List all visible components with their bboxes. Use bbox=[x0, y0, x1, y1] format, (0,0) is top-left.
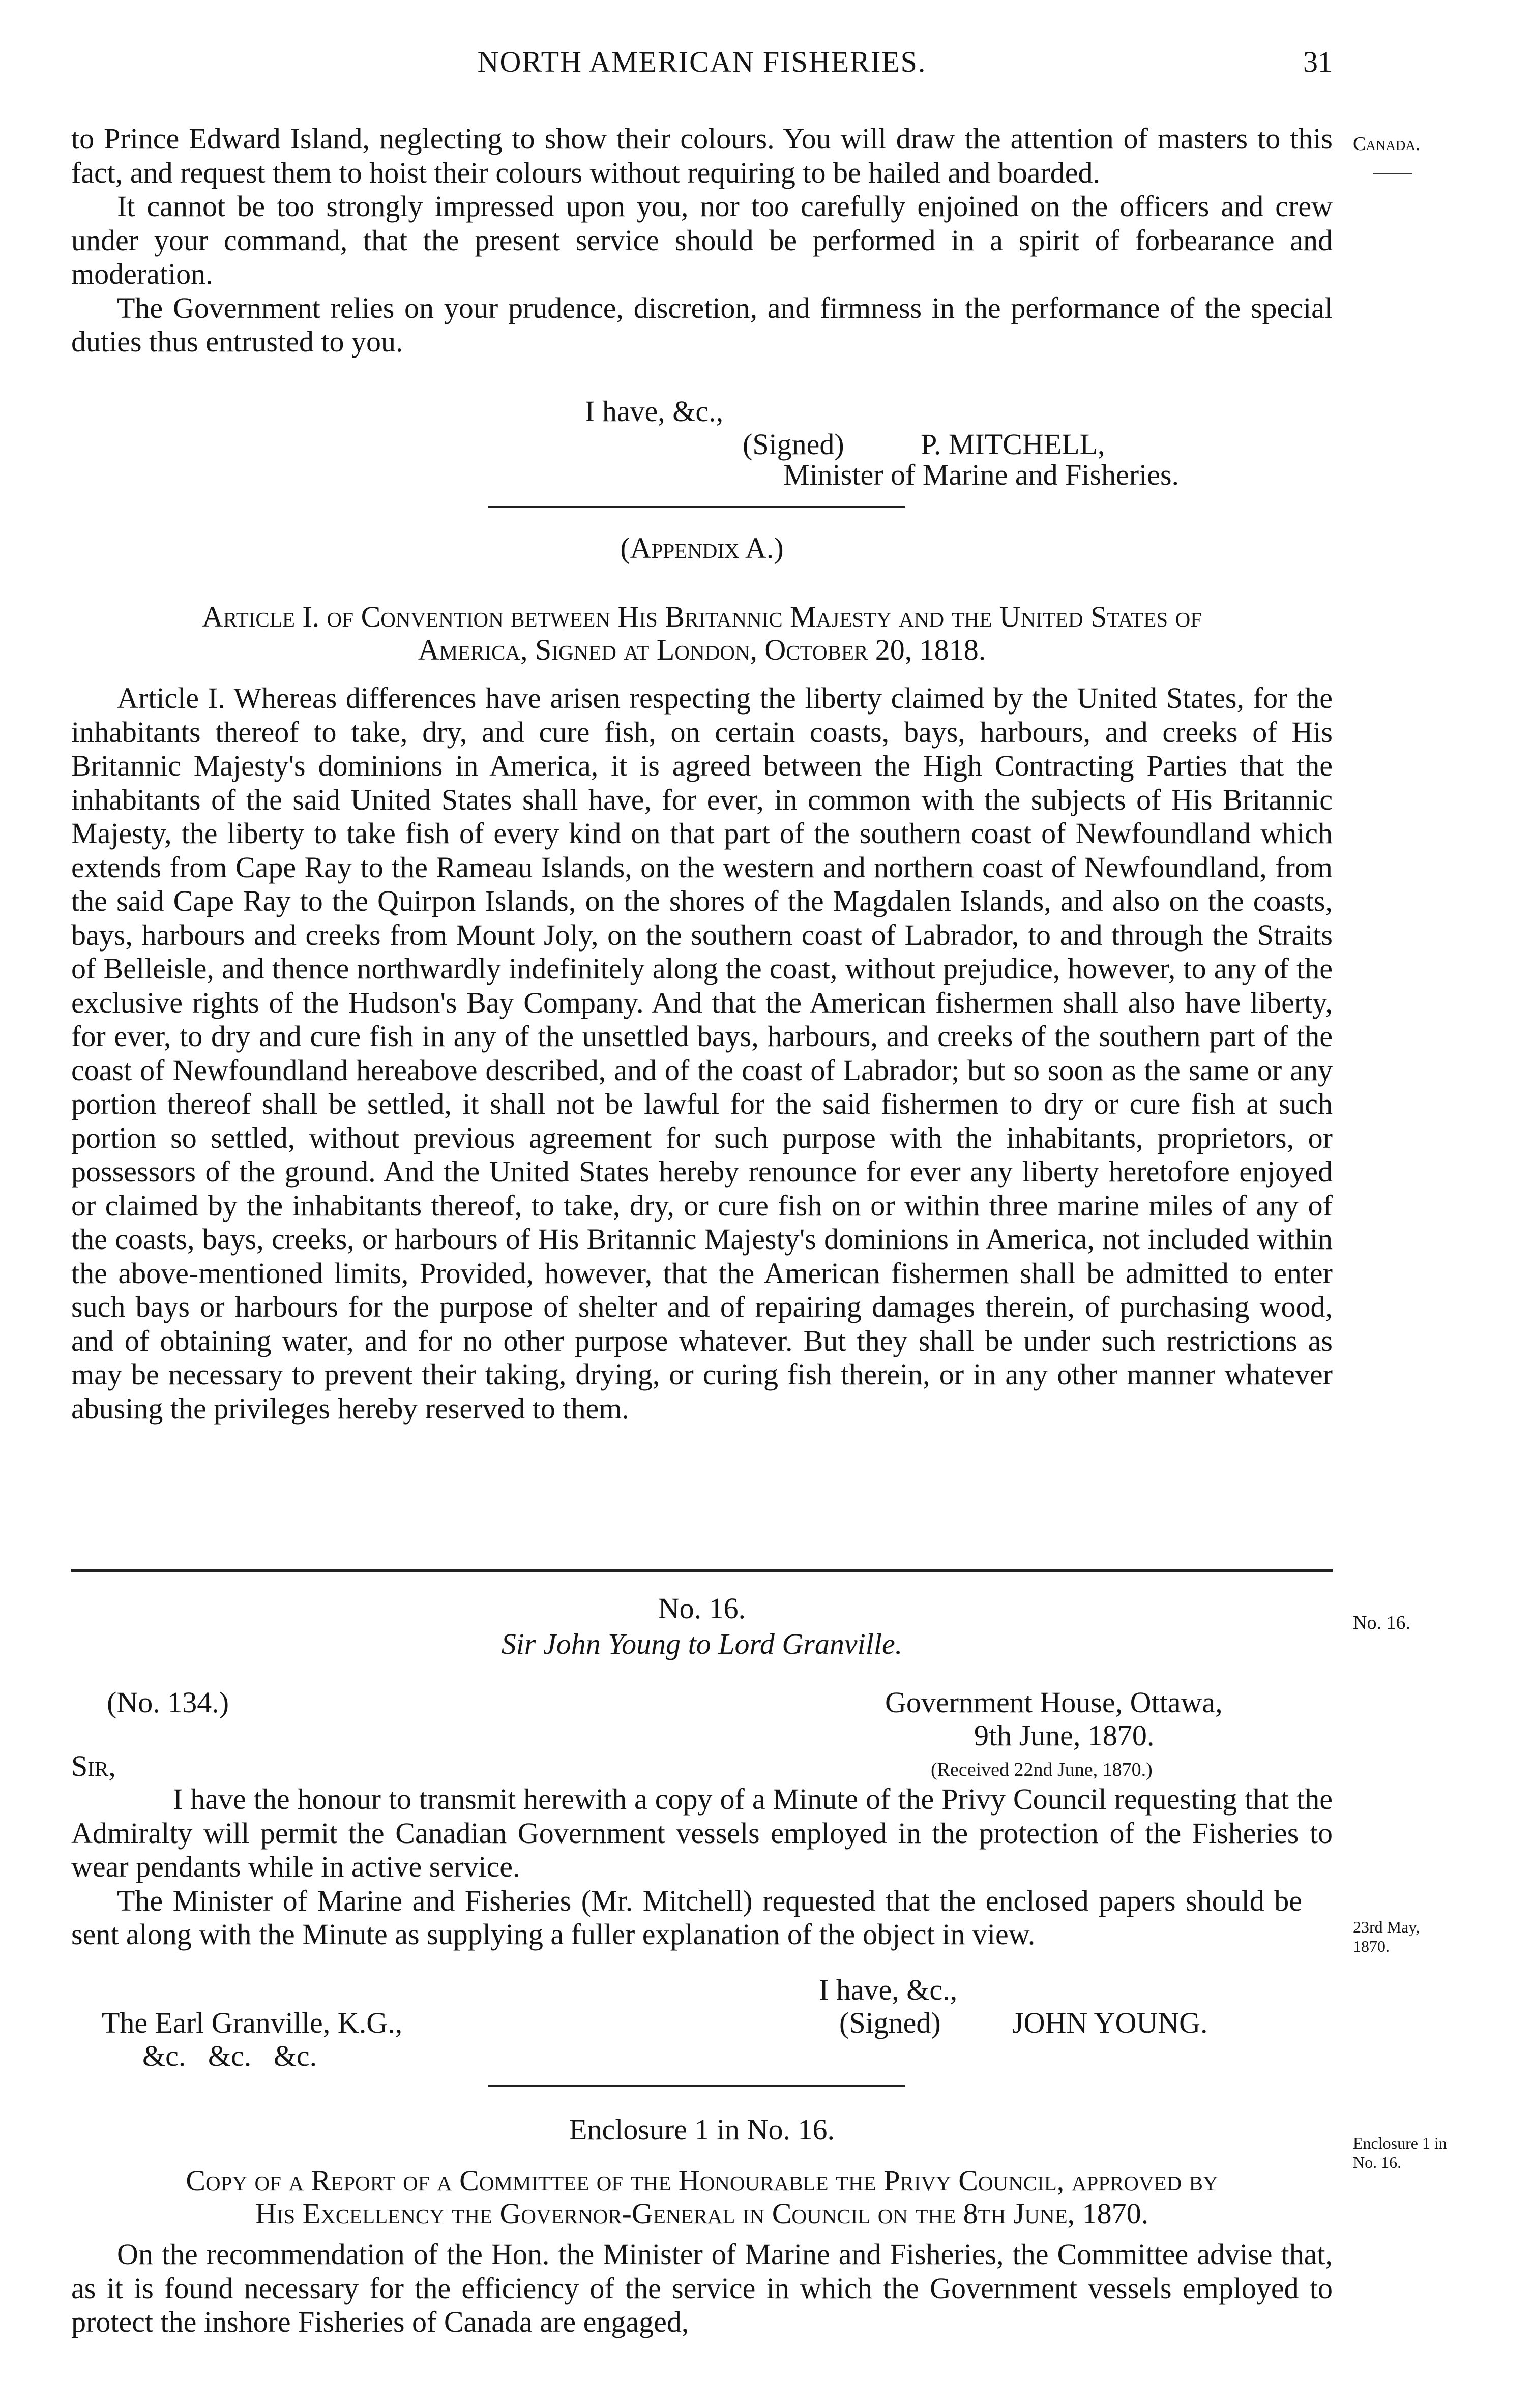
appendix-title-line-1: Article I. of Convention between His Britannic Majesty and the United States of bbox=[201, 600, 1202, 633]
letter-signer: P. MITCHELL, bbox=[921, 428, 1105, 461]
appendix-title-line-2: America, Signed at London, October 20, 1818. bbox=[418, 633, 986, 666]
margin-note-no16: No. 16. bbox=[1353, 1612, 1410, 1633]
no16-signer: JOHN YOUNG. bbox=[1012, 2006, 1208, 2039]
no16-subtitle: Sir John Young to Lord Granville. bbox=[501, 1627, 903, 1660]
enclosure-title-line-1: Copy of a Report of a Committee of the Honourable the Privy Council, approved by bbox=[186, 2164, 1218, 2197]
margin-enclosure-2: No. 16. bbox=[1353, 2153, 1402, 2172]
no16-paragraph-2: The Minister of Marine and Fisheries (Mr. Mitchell) requested that the enclosed papers should be sent along with the Minute as supplying a fuller explanation of the object in view. bbox=[71, 1884, 1302, 1951]
appendix-heading: (Appendix A.) bbox=[620, 531, 784, 564]
no16-paragraph-1: I have the honour to transmit herewith a copy of a Minute of the Privy Council requesting that the Admiralty will permit the Canadian Government vessels employed in the protection of the Fisheries to wear pendants while in active service. bbox=[71, 1782, 1333, 1883]
margin-enclosure-1: Enclosure 1 in bbox=[1353, 2134, 1447, 2152]
letter-signed-label: (Signed) bbox=[743, 428, 844, 461]
no16-addressee: The Earl Granville, K.G., bbox=[102, 2006, 403, 2039]
no16-body bbox=[71, 1782, 1333, 1952]
margin-dash: —— bbox=[1373, 162, 1412, 183]
no16-received: (Received 22nd June, 1870.) bbox=[931, 1759, 1153, 1780]
letter-paragraph-2: It cannot be too strongly impressed upon you, nor too carefully enjoined on the officers and crew under your command, that the present service should be performed in a spirit of forbearance and moderation. bbox=[71, 190, 1333, 290]
appendix-article bbox=[71, 681, 1333, 1425]
no16-ref: (No. 134.) bbox=[107, 1686, 229, 1719]
section-rule-long bbox=[71, 1569, 1333, 1572]
letter-paragraph-1: to Prince Edward Island, neglecting to show their colours. You will draw the attention of masters to this fact, and request them to hoist their colours without requiring to be hailed and boarded. bbox=[71, 122, 1333, 189]
no16-place: Government House, Ottawa, bbox=[885, 1686, 1223, 1719]
margin-date-1: 23rd May, bbox=[1353, 1918, 1420, 1936]
no16-heading: No. 16. bbox=[658, 1592, 746, 1625]
letter-end-section bbox=[71, 122, 1333, 359]
no16-salutation: Sir, bbox=[71, 1749, 116, 1782]
letter-signer-title: Minister of Marine and Fisheries. bbox=[783, 458, 1180, 491]
margin-date-2: 1870. bbox=[1353, 1937, 1390, 1955]
margin-note-canada: Canada. bbox=[1353, 133, 1421, 155]
article-body: Article I. Whereas differences have arisen respecting the liberty claimed by the United States, for the inhabitants thereof to take, dry, and cure fish, on certain coasts, bays, harbours, and creeks of His Britannic Majesty's dominions in America, it is agreed between the High Contracting Parties that the inhabitants of the said United States shall have, for ever, in common with the subjects of His Britannic Majesty, the liberty to take fish of every kind on that part of the southern coast of Newfoundland which extends from Cape Ray to the Rameau Islands, on the western and northern coast of Newfoundland, from the said Cape Ray to the Quirpon Islands, on the shores of the Magdalen Islands, and also on the coasts, bays, harbours and creeks from Mount Joly, on the southern coast of Labrador, to and through the Straits of Belleisle, and thence northwardly indefinitely along the coast, without prejudice, however, to any of the exclusive rights of the Hudson's Bay Company. And that the American fishermen shall also have liberty, for ever, to dry and cure fish in any of the unsettled bays, harbours, and creeks of the southern part of the coast of Newfoundland hereabove described, and of the coast of Labrador; but so soon as the same or any portion thereof shall be settled, it shall not be lawful for the said fishermen to dry or cure fish at such portion so settled, without previous agreement for such purpose with the inhabitants, proprietors, or possessors of the ground. And the United States hereby renounce for ever any liberty heretofore enjoyed or claimed by the inhabitants thereof, to take, dry, or cure fish on or within three marine miles of any of the coasts, bays, creeks, or harbours of His Britannic Majesty's dominions in America, not included within the above-mentioned limits, Provided, however, that the American fishermen shall be admitted to enter such bays or harbours for the purpose of shelter and of repairing damages therein, of purchasing wood, and of obtaining water, and for no other purpose whatever. But they shall be under such restrictions as may be necessary to prevent their taking, drying, or curing fish therein, or in any other manner whatever abusing the privileges hereby reserved to them. bbox=[71, 681, 1333, 1425]
letter-closing: I have, &c., bbox=[585, 395, 724, 428]
no16-closing: I have, &c., bbox=[819, 1973, 958, 2006]
no16-signed-label: (Signed) bbox=[839, 2006, 941, 2039]
no16-date: 9th June, 1870. bbox=[974, 1719, 1155, 1752]
enclosure-title-line-2: His Excellency the Governor-General in Council on the 8th June, 1870. bbox=[255, 2197, 1149, 2230]
page-number: 31 bbox=[1303, 45, 1333, 78]
running-head: NORTH AMERICAN FISHERIES. bbox=[477, 45, 927, 78]
section-rule-2 bbox=[488, 2085, 905, 2087]
enclosure-paragraph-1: On the recommendation of the Hon. the Minister of Marine and Fisheries, the Committee advise that, as it is found necessary for the efficiency of the service in which the Government vessels employed to protect the inshore Fisheries of Canada are engaged, bbox=[71, 2238, 1333, 2338]
enclosure-body bbox=[71, 2238, 1333, 2339]
letter-paragraph-3: The Government relies on your prudence, discretion, and firmness in the performance of the special duties thus entrusted to you. bbox=[71, 291, 1333, 358]
enclosure-heading: Enclosure 1 in No. 16. bbox=[569, 2113, 835, 2146]
section-rule bbox=[488, 506, 905, 508]
no16-etc: &c. &c. &c. bbox=[142, 2039, 317, 2072]
